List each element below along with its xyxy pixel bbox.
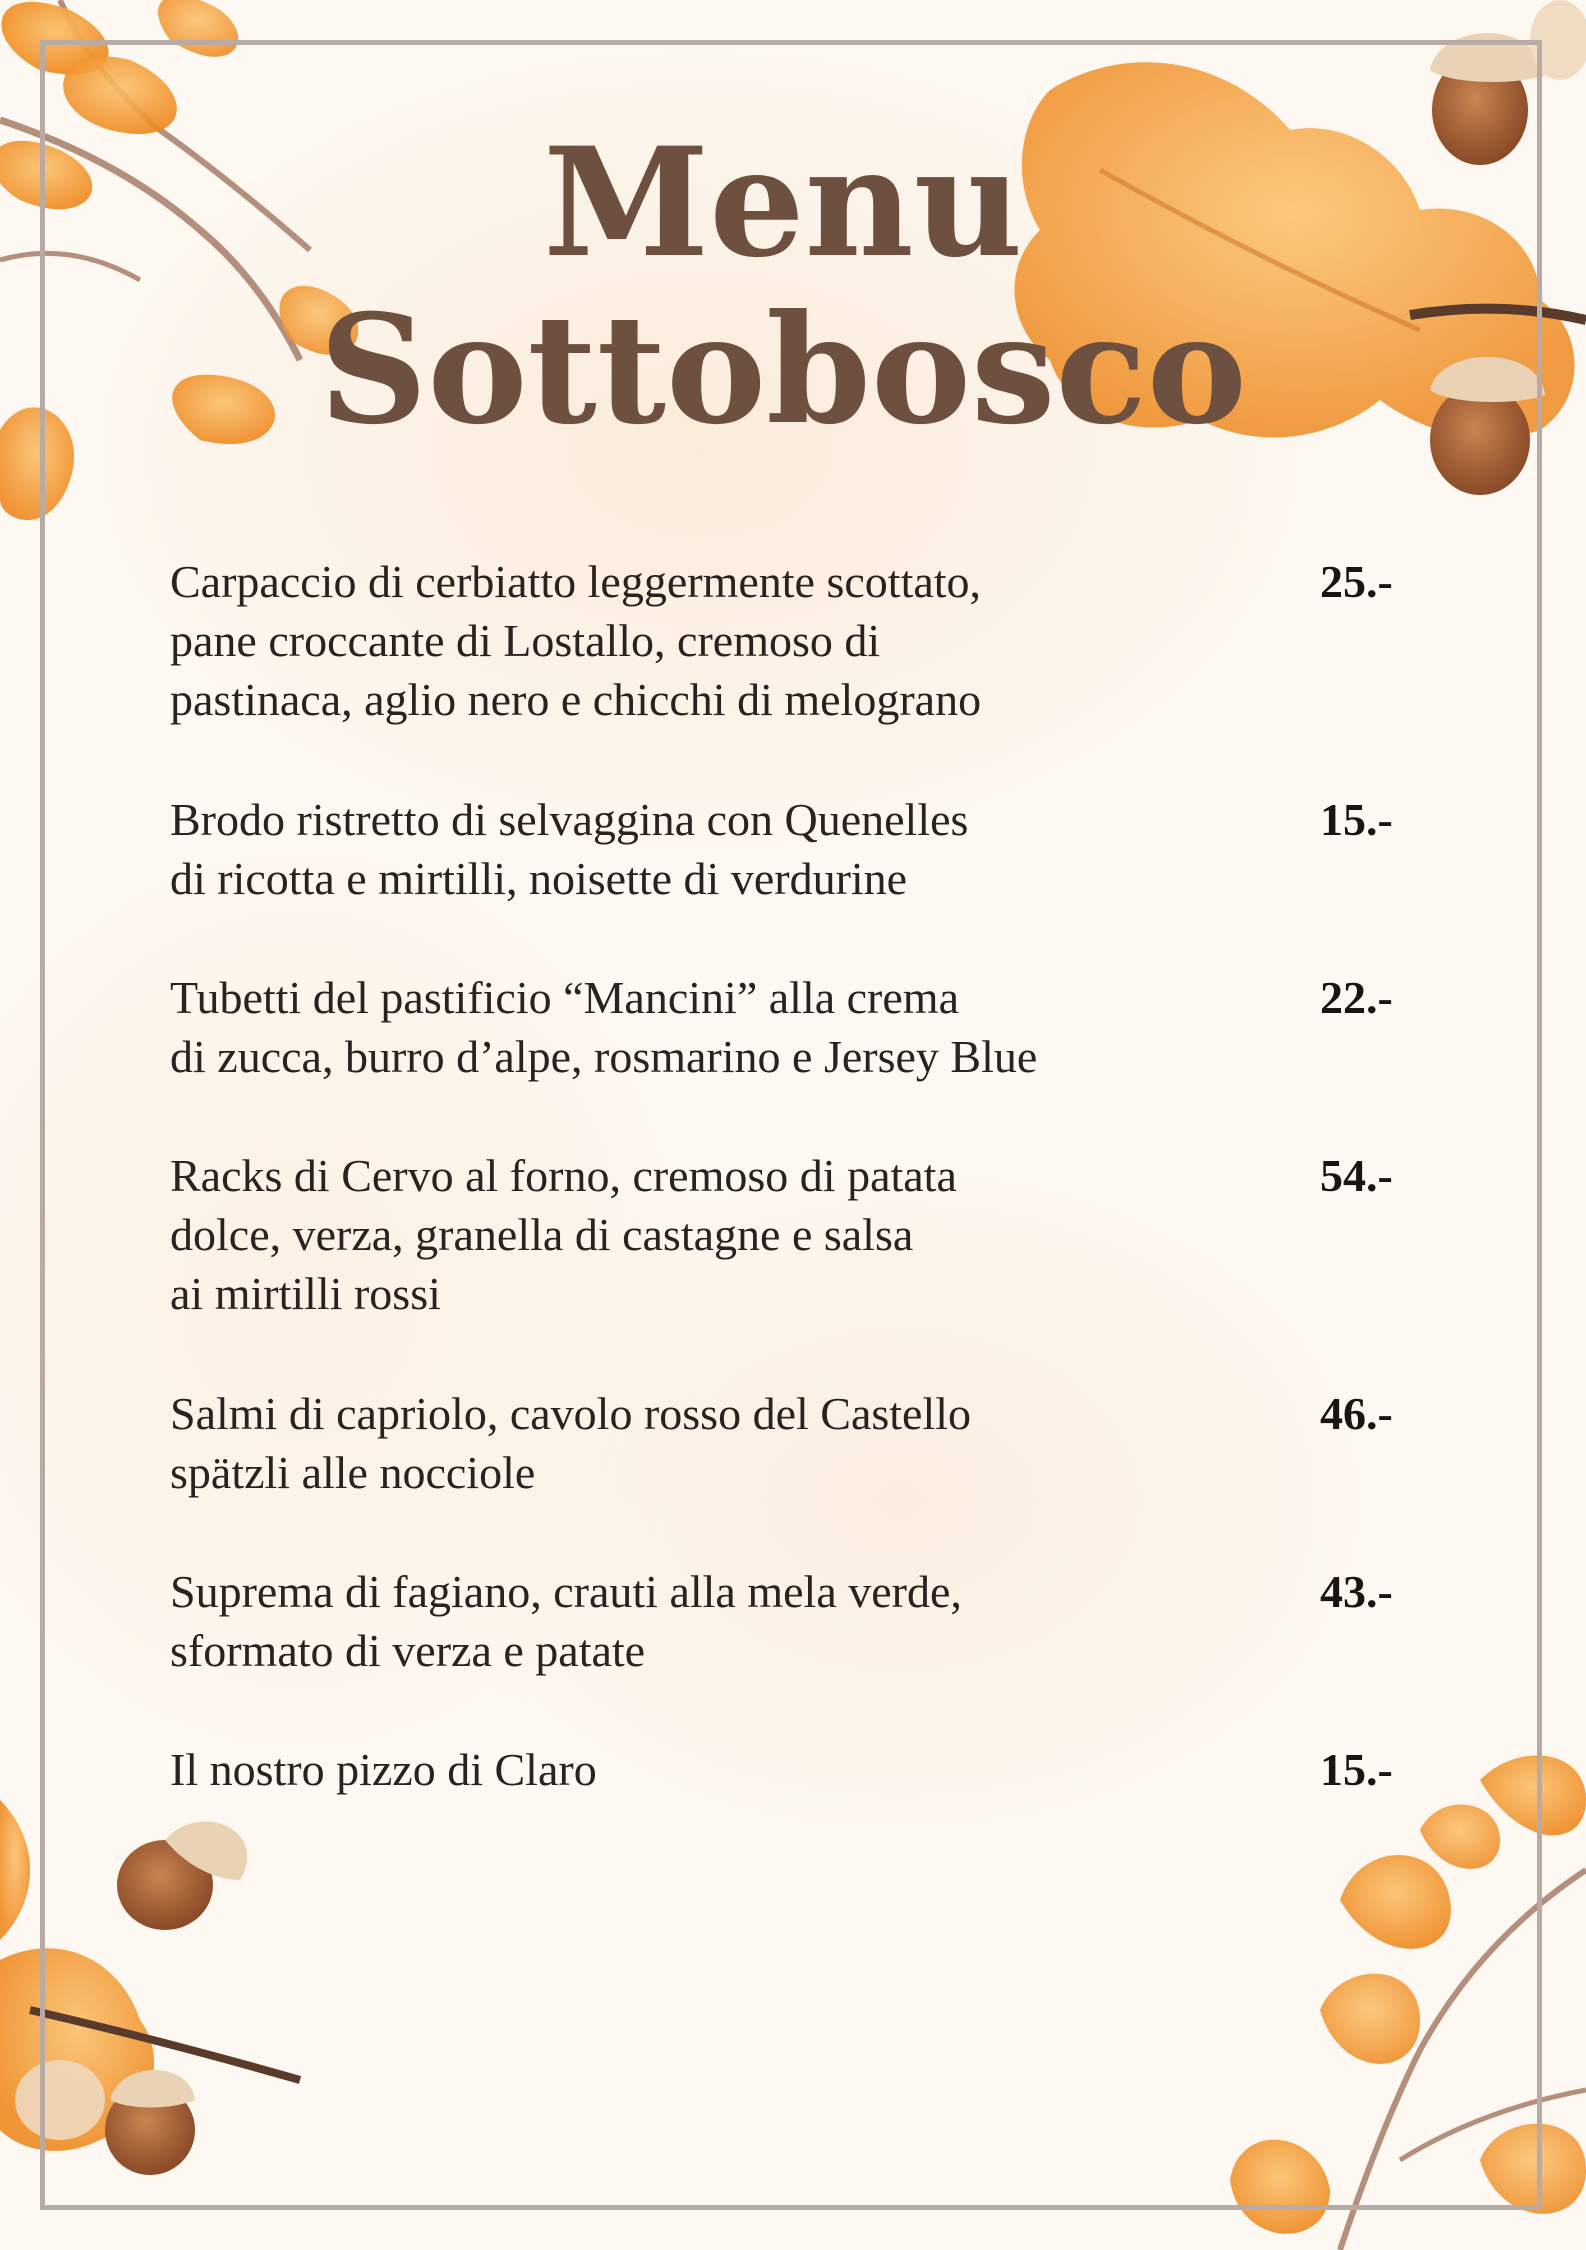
menu-item-description: Brodo ristretto di selvaggina con Quenelles di ricotta e mirtilli, noisette di verdurine <box>170 794 969 904</box>
menu-title-line2: Sottobosco <box>319 282 1247 458</box>
menu-item-description: Racks di Cervo al forno, cremoso di patata dolce, verza, granella di castagne e salsa ai mirtilli rossi <box>170 1150 957 1319</box>
menu-item-price: 43.- <box>1320 1566 1393 1617</box>
menu-item-price: 46.- <box>1320 1388 1393 1439</box>
menu-item-price: 22.- <box>1320 972 1393 1023</box>
menu-item-description: Tubetti del pastificio “Mancini” alla crema di zucca, burro d’alpe, rosmarino e Jersey Blue <box>170 972 1038 1082</box>
menu-item-description: Carpaccio di cerbiatto leggermente scottato, pane croccante di Lostallo, cremoso di pastinaca, aglio nero e chicchi di melograno <box>170 556 982 725</box>
menu-item-price: 25.- <box>1320 556 1393 607</box>
menu-item-price: 54.- <box>1320 1150 1393 1201</box>
menu-item-price: 15.- <box>1320 1744 1393 1795</box>
menu-item-description: Salmi di capriolo, cavolo rosso del Castello spätzli alle nocciole <box>170 1388 972 1498</box>
menu-item-price: 15.- <box>1320 794 1393 845</box>
menu-item-description: Il nostro pizzo di Claro <box>170 1744 597 1795</box>
menu-title-line1: Menu <box>543 115 1023 291</box>
menu-item-description: Suprema di fagiano, crauti alla mela verde, sformato di verza e patate <box>170 1566 962 1676</box>
